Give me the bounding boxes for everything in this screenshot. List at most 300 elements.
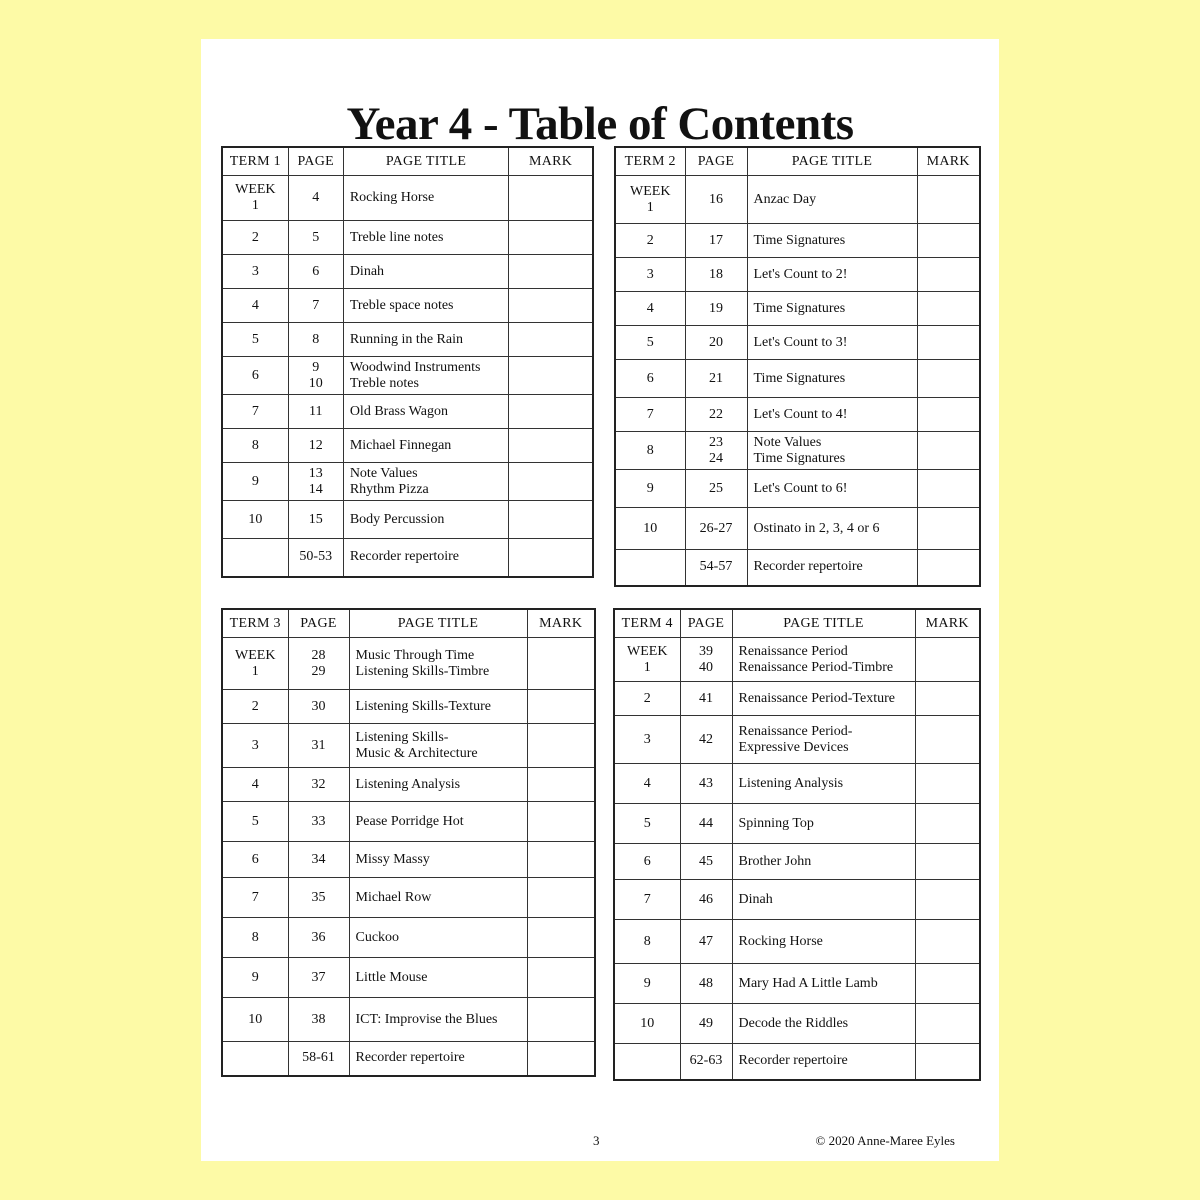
week-cell xyxy=(615,258,685,292)
page-cell-line: 46 xyxy=(699,891,713,907)
title-cell-line: Time Signatures xyxy=(753,450,846,466)
page-cell xyxy=(685,470,747,508)
page-cell xyxy=(288,289,343,323)
title-cell xyxy=(732,920,915,964)
week-cell xyxy=(222,958,288,998)
table-row xyxy=(222,998,595,1042)
page-cell-line: 39 xyxy=(699,643,713,659)
page-cell-line: 35 xyxy=(311,889,326,905)
title-cell-line: Let's Count to 3! xyxy=(753,334,848,350)
table-row xyxy=(222,539,593,577)
week-cell xyxy=(615,508,685,550)
page-cell xyxy=(288,221,343,255)
table-row xyxy=(222,842,595,878)
page-cell-line: 49 xyxy=(699,1015,713,1031)
title-cell-line: Note Values xyxy=(349,465,418,481)
table-row xyxy=(222,1042,595,1076)
page-cell xyxy=(680,964,732,1004)
week-cell-line: 4 xyxy=(646,300,654,316)
week-cell-line: WEEK xyxy=(627,643,668,659)
page-cell-line: 58-61 xyxy=(302,1050,335,1066)
page-cell xyxy=(685,398,747,432)
term-header: TERM 2 xyxy=(615,147,685,176)
title-cell-line: Listening Analysis xyxy=(738,775,844,791)
mark-cell xyxy=(915,880,980,920)
page-cell-line: 29 xyxy=(311,663,326,679)
page-cell xyxy=(288,878,349,918)
mark-cell xyxy=(915,638,980,682)
week-cell-line: 7 xyxy=(646,406,654,422)
title-cell-line: Brother John xyxy=(738,853,812,869)
title-cell-line: Mary Had A Little Lamb xyxy=(738,975,878,991)
page-cell xyxy=(680,716,732,764)
title-cell xyxy=(349,998,527,1042)
title-cell xyxy=(349,958,527,998)
page-number: 3 xyxy=(593,1133,600,1148)
week-cell-line: 9 xyxy=(251,473,259,489)
page-cell xyxy=(288,802,349,842)
week-cell-line: 2 xyxy=(646,232,654,248)
mark-cell xyxy=(509,176,593,221)
page-cell xyxy=(685,326,747,360)
title-cell xyxy=(732,804,915,844)
mark-cell xyxy=(527,768,595,802)
title-cell-line: Michael Finnegan xyxy=(349,437,452,453)
title-cell xyxy=(747,470,917,508)
page-cell xyxy=(680,880,732,920)
week-cell-line: 10 xyxy=(248,511,263,527)
week-cell xyxy=(222,463,288,501)
mark-cell xyxy=(917,326,980,360)
header-row xyxy=(222,609,595,638)
week-cell-line: 5 xyxy=(646,334,654,350)
table-row xyxy=(222,958,595,998)
week-cell xyxy=(222,176,288,221)
mark-cell xyxy=(915,1044,980,1080)
page-cell xyxy=(288,539,343,577)
page-cell-line: 15 xyxy=(308,511,323,527)
page-cell xyxy=(288,176,343,221)
mark-cell xyxy=(527,638,595,690)
page-cell xyxy=(680,844,732,880)
title-cell-line: Old Brass Wagon xyxy=(349,403,448,419)
week-cell xyxy=(222,998,288,1042)
mark-header: MARK xyxy=(915,609,980,638)
table-row xyxy=(222,429,593,463)
page-cell-line: 4 xyxy=(312,190,320,205)
page-cell xyxy=(288,255,343,289)
week-cell-line: WEEK xyxy=(630,183,671,199)
term-3-table xyxy=(221,608,596,1077)
title-cell-line: Dinah xyxy=(738,891,773,907)
week-cell xyxy=(615,176,685,224)
page-cell xyxy=(680,920,732,964)
mark-cell xyxy=(527,842,595,878)
term-2-table xyxy=(614,146,981,587)
page-cell xyxy=(288,842,349,878)
title-cell-line: Dinah xyxy=(349,263,385,279)
page-title: Year 4 - Table of Contents xyxy=(346,98,854,150)
page-cell-line: 42 xyxy=(699,731,713,747)
week-cell-line: 2 xyxy=(643,690,651,706)
page-cell-line: 33 xyxy=(311,813,326,829)
week-cell xyxy=(222,501,288,539)
header-row xyxy=(615,147,980,176)
table-row xyxy=(222,638,595,690)
term-1-table xyxy=(221,146,594,578)
week-cell xyxy=(614,682,680,716)
page-cell-line: 18 xyxy=(709,266,723,282)
week-cell xyxy=(222,289,288,323)
mark-cell xyxy=(915,716,980,764)
mark-cell xyxy=(509,221,593,255)
mark-cell xyxy=(509,463,593,501)
page-cell-line: 14 xyxy=(308,481,323,497)
week-cell-line: 3 xyxy=(251,737,259,753)
page-cell-line: 28 xyxy=(311,647,326,663)
title-cell-line: Running in the Rain xyxy=(349,331,463,347)
mark-cell xyxy=(527,878,595,918)
week-cell xyxy=(222,878,288,918)
week-cell-line: 6 xyxy=(251,367,259,383)
week-cell xyxy=(614,638,680,682)
title-cell-line: Treble line notes xyxy=(349,229,444,245)
week-cell xyxy=(615,224,685,258)
mark-cell xyxy=(915,682,980,716)
page-cell-line: 7 xyxy=(312,297,320,313)
mark-cell xyxy=(917,258,980,292)
mark-cell xyxy=(509,357,593,395)
title-cell xyxy=(343,323,508,357)
table-row xyxy=(614,844,980,880)
title-cell xyxy=(349,1042,527,1076)
week-cell xyxy=(222,539,288,577)
week-cell xyxy=(614,764,680,804)
title-cell xyxy=(343,429,508,463)
week-cell xyxy=(222,690,288,724)
table-row xyxy=(615,326,980,360)
title-cell-line: Pease Porridge Hot xyxy=(355,813,464,829)
page-cell-line: 37 xyxy=(311,969,326,985)
mark-cell xyxy=(917,432,980,470)
mark-header: MARK xyxy=(527,609,595,638)
title-cell xyxy=(732,638,915,682)
mark-cell xyxy=(509,323,593,357)
title-cell xyxy=(732,716,915,764)
title-cell xyxy=(732,1004,915,1044)
title-cell xyxy=(747,508,917,550)
title-cell-line: Listening Skills- xyxy=(355,729,449,745)
page-cell-line: 26-27 xyxy=(699,520,733,536)
table-row xyxy=(614,1004,980,1044)
title-cell-line: Note Values xyxy=(753,434,822,450)
table-row xyxy=(614,804,980,844)
title-cell-line: ICT: Improvise the Blues xyxy=(355,1011,498,1027)
title-cell xyxy=(747,292,917,326)
title-cell xyxy=(343,463,508,501)
table-row xyxy=(615,508,980,550)
table-row xyxy=(614,764,980,804)
title-cell xyxy=(747,550,917,586)
page-cell xyxy=(288,768,349,802)
mark-cell xyxy=(527,958,595,998)
title-cell-line: Decode the Riddles xyxy=(738,1015,849,1031)
week-cell-line: 10 xyxy=(640,1015,655,1031)
week-cell xyxy=(614,716,680,764)
mark-cell xyxy=(917,360,980,398)
page-cell xyxy=(288,690,349,724)
page-cell-line: 48 xyxy=(699,975,713,991)
table-row xyxy=(614,716,980,764)
week-cell xyxy=(615,432,685,470)
page-cell-line: 12 xyxy=(308,437,323,453)
week-cell xyxy=(222,323,288,357)
title-cell-line: Body Percussion xyxy=(349,511,445,527)
week-cell-line: 8 xyxy=(251,437,259,453)
page-cell xyxy=(680,764,732,804)
title-cell-line: Recorder repertoire xyxy=(349,549,460,565)
title-cell xyxy=(343,395,508,429)
week-cell xyxy=(614,1004,680,1044)
page-cell-line: 31 xyxy=(311,737,326,753)
week-cell-line: 9 xyxy=(643,975,651,991)
week-cell-line: 2 xyxy=(251,698,259,714)
title-cell-line: Woodwind Instruments xyxy=(349,359,481,375)
title-cell xyxy=(732,844,915,880)
week-cell-line: 6 xyxy=(251,851,259,867)
table-row xyxy=(222,463,593,501)
table-row xyxy=(615,292,980,326)
mark-cell xyxy=(509,289,593,323)
copyright: © 2020 Anne-Maree Eyles xyxy=(815,1133,955,1148)
page-cell-line: 43 xyxy=(699,775,713,791)
week-cell xyxy=(614,804,680,844)
week-cell-line: 8 xyxy=(643,933,651,949)
week-cell-line: 10 xyxy=(248,1011,263,1027)
week-cell-line: 9 xyxy=(646,480,654,496)
title-cell xyxy=(343,539,508,577)
week-cell xyxy=(222,429,288,463)
title-cell-line: Spinning Top xyxy=(738,815,814,831)
page-cell-line: 22 xyxy=(709,406,723,422)
mark-cell xyxy=(917,176,980,224)
table-row xyxy=(615,432,980,470)
table-row xyxy=(222,255,593,289)
mark-cell xyxy=(917,224,980,258)
header-row xyxy=(614,609,980,638)
page-title-header: PAGE TITLE xyxy=(747,147,917,176)
title-cell xyxy=(747,326,917,360)
title-cell-line: Little Mouse xyxy=(355,969,428,985)
table-row xyxy=(222,221,593,255)
title-cell xyxy=(349,768,527,802)
table-row xyxy=(614,920,980,964)
title-cell xyxy=(343,221,508,255)
term-header: TERM 3 xyxy=(222,609,288,638)
table-row xyxy=(615,176,980,224)
page-header: PAGE xyxy=(685,147,747,176)
title-cell xyxy=(747,258,917,292)
mark-cell xyxy=(527,724,595,768)
table-row xyxy=(222,724,595,768)
title-cell-line: Rocking Horse xyxy=(349,190,435,205)
title-cell-line: Let's Count to 6! xyxy=(753,480,848,496)
mark-cell xyxy=(509,395,593,429)
title-cell xyxy=(343,289,508,323)
mark-cell xyxy=(915,804,980,844)
page-header: PAGE xyxy=(288,609,349,638)
week-cell-line: 5 xyxy=(251,331,259,347)
page-cell-line: 13 xyxy=(308,465,323,481)
week-cell xyxy=(615,326,685,360)
mark-cell xyxy=(509,429,593,463)
mark-cell xyxy=(527,998,595,1042)
table-row xyxy=(614,1044,980,1080)
table-row xyxy=(614,638,980,682)
title-cell-line: Recorder repertoire xyxy=(738,1053,848,1069)
page-cell-line: 9 xyxy=(312,359,320,375)
title-cell-line: Recorder repertoire xyxy=(753,559,863,575)
page-title-header: PAGE TITLE xyxy=(732,609,915,638)
table-row xyxy=(614,964,980,1004)
week-cell xyxy=(222,768,288,802)
mark-cell xyxy=(509,501,593,539)
title-cell-line: Recorder repertoire xyxy=(355,1050,465,1066)
page-cell xyxy=(680,1004,732,1044)
mark-cell xyxy=(527,802,595,842)
page-cell-line: 16 xyxy=(709,191,723,207)
title-cell-line: Music Through Time xyxy=(355,647,475,663)
title-cell xyxy=(732,880,915,920)
title-cell-line: Listening Skills-Texture xyxy=(355,698,492,714)
term-header: TERM 1 xyxy=(222,147,288,176)
title-cell-line: Treble space notes xyxy=(349,297,454,313)
week-cell xyxy=(222,1042,288,1076)
title-cell-line: Treble notes xyxy=(349,375,419,391)
title-cell-line: Expressive Devices xyxy=(738,739,849,755)
week-cell xyxy=(222,221,288,255)
table-row xyxy=(222,690,595,724)
page-cell-line: 36 xyxy=(311,929,326,945)
week-cell-line: 10 xyxy=(643,520,658,536)
page-cell xyxy=(288,357,343,395)
week-cell-line: 7 xyxy=(251,403,259,419)
mark-cell xyxy=(527,918,595,958)
week-cell-line: 6 xyxy=(646,370,654,386)
page-cell-line: 19 xyxy=(709,300,723,316)
week-cell xyxy=(222,638,288,690)
mark-cell xyxy=(527,690,595,724)
title-cell-line: Renaissance Period-Timbre xyxy=(738,659,894,675)
page-cell xyxy=(685,508,747,550)
title-cell xyxy=(732,764,915,804)
mark-cell xyxy=(509,539,593,577)
mark-cell xyxy=(915,764,980,804)
table-row xyxy=(222,323,593,357)
term-header: TERM 4 xyxy=(614,609,680,638)
page-cell xyxy=(685,292,747,326)
title-cell xyxy=(349,802,527,842)
week-cell-line: 7 xyxy=(643,891,651,907)
page-cell xyxy=(288,429,343,463)
mark-cell xyxy=(915,1004,980,1044)
page-cell-line: 34 xyxy=(311,851,326,867)
week-cell xyxy=(222,255,288,289)
table-row xyxy=(615,258,980,292)
week-cell-line: 1 xyxy=(643,659,651,675)
page-cell xyxy=(680,682,732,716)
table-row xyxy=(222,878,595,918)
page-cell-line: 24 xyxy=(709,450,723,466)
table-row xyxy=(222,357,593,395)
page-title-header: PAGE TITLE xyxy=(349,609,527,638)
page-cell-line: 23 xyxy=(709,434,723,450)
week-cell-line: 4 xyxy=(251,776,259,792)
table-row xyxy=(614,880,980,920)
week-cell-line: 3 xyxy=(643,731,651,747)
page-cell-line: 32 xyxy=(311,776,326,792)
title-cell-line: Missy Massy xyxy=(355,851,430,867)
page-cell-line: 40 xyxy=(699,659,713,675)
table-row xyxy=(615,360,980,398)
table-row xyxy=(222,918,595,958)
page-cell xyxy=(288,1042,349,1076)
page-cell-line: 47 xyxy=(699,933,713,949)
table-row xyxy=(614,682,980,716)
page-cell xyxy=(288,395,343,429)
title-cell xyxy=(732,682,915,716)
title-cell xyxy=(349,878,527,918)
title-cell xyxy=(349,690,527,724)
title-cell xyxy=(343,255,508,289)
page-cell xyxy=(288,998,349,1042)
title-cell xyxy=(349,638,527,690)
week-cell xyxy=(614,964,680,1004)
page-header: PAGE xyxy=(680,609,732,638)
title-cell-line: Let's Count to 2! xyxy=(753,266,848,282)
week-cell xyxy=(222,724,288,768)
page-cell xyxy=(680,1044,732,1080)
title-cell-line: Cuckoo xyxy=(355,929,400,945)
week-cell xyxy=(614,920,680,964)
week-cell xyxy=(615,360,685,398)
title-cell xyxy=(747,224,917,258)
week-cell xyxy=(615,550,685,586)
week-cell-line: WEEK xyxy=(235,182,276,197)
title-cell-line: Rhythm Pizza xyxy=(349,481,429,497)
week-cell-line: 5 xyxy=(643,815,651,831)
week-cell xyxy=(614,844,680,880)
title-cell xyxy=(747,360,917,398)
week-cell-line: WEEK xyxy=(235,647,276,663)
page-cell xyxy=(288,918,349,958)
week-cell-line: 4 xyxy=(643,775,651,791)
page-cell-line: 41 xyxy=(699,690,713,706)
mark-cell xyxy=(917,292,980,326)
title-cell-line: Renaissance Period-Texture xyxy=(738,690,895,706)
page-cell-line: 5 xyxy=(312,229,320,245)
page-cell xyxy=(288,501,343,539)
week-cell xyxy=(222,395,288,429)
table-row xyxy=(222,176,593,221)
table-row xyxy=(615,470,980,508)
title-cell-line: Ostinato in 2, 3, 4 or 6 xyxy=(753,520,880,536)
title-cell-line: Time Signatures xyxy=(753,232,846,248)
page-cell xyxy=(288,638,349,690)
page-cell xyxy=(685,176,747,224)
page-cell xyxy=(685,550,747,586)
mark-cell xyxy=(509,255,593,289)
